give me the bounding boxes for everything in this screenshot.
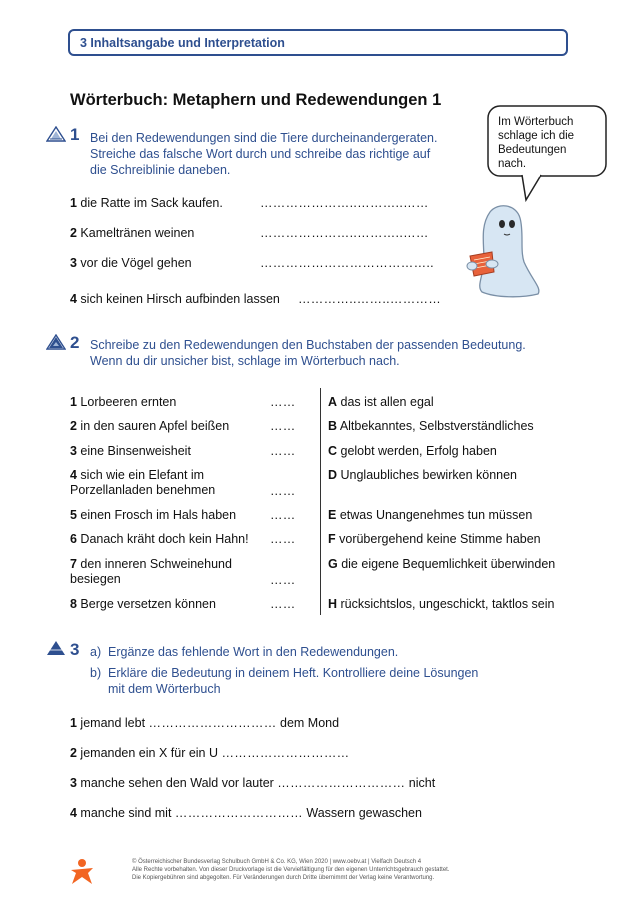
instruction-line: mit dem Wörterbuch xyxy=(108,682,221,696)
item-text: nicht xyxy=(405,776,436,790)
difficulty-triangle-icon xyxy=(46,640,66,656)
answer-blank[interactable]: ………………………… xyxy=(148,716,277,730)
fill-in-item xyxy=(70,716,339,730)
task3-sub-text: Ergänze das fehlende Wort in den Redewendungen. xyxy=(108,645,399,659)
item-number: 1 xyxy=(70,716,77,730)
difficulty-triangle-icon xyxy=(46,334,66,350)
answer-blank[interactable]: …………………..………..…… xyxy=(260,196,429,210)
item-text-continued: Porzellanladen benehmen xyxy=(70,483,216,497)
item-number: 4 xyxy=(70,468,77,482)
item-text: einen Frosch im Hals haben xyxy=(76,508,237,522)
page-title: Wörterbuch: Metaphern und Redewendungen 1 xyxy=(70,91,442,109)
task3-sub-label: a) xyxy=(90,645,102,659)
answer-blank[interactable]: …… xyxy=(270,444,296,458)
speech-bubble-text xyxy=(498,115,598,171)
idiom-item xyxy=(70,395,176,409)
instruction-line: die Schreiblinie daneben. xyxy=(90,163,231,177)
task-number: 3 xyxy=(70,640,80,659)
item-number: 7 xyxy=(70,557,77,571)
task1-item xyxy=(70,196,223,210)
meaning-letter: G xyxy=(328,557,338,571)
bubble-line: nach. xyxy=(498,158,527,170)
bubble-line: Bedeutungen xyxy=(498,144,567,156)
task2-instruction xyxy=(90,337,526,369)
item-text: die Ratte im Sack kaufen. xyxy=(76,196,223,210)
idiom-item xyxy=(70,444,191,458)
item-number: 2 xyxy=(70,746,77,760)
meaning-item xyxy=(328,508,532,522)
answer-blank[interactable]: …… xyxy=(270,395,296,409)
meaning-item xyxy=(328,395,434,409)
item-text: Kameltränen weinen xyxy=(76,226,195,240)
task3-sub-label: b) xyxy=(90,666,102,680)
answer-blank[interactable]: …… xyxy=(270,508,296,522)
item-number: 3 xyxy=(70,444,77,458)
answer-blank[interactable]: …………..……..………… xyxy=(298,292,442,306)
item-text: den inneren Schweinehund xyxy=(76,557,232,571)
item-number: 2 xyxy=(70,419,77,433)
meaning-item xyxy=(328,597,554,611)
idiom-item xyxy=(70,532,249,546)
footer-line: Alle Rechte vorbehalten. Von dieser Druckvorlage ist die Vervielfältigung für den eigenen Unterrichtsgebrauch gestattet. xyxy=(132,867,450,873)
meaning-item xyxy=(328,468,517,482)
task1-item xyxy=(70,292,280,306)
item-text: jemanden ein X für ein U xyxy=(76,746,222,760)
answer-blank[interactable]: …… xyxy=(270,597,296,611)
answer-blank[interactable]: ………………………… xyxy=(174,806,303,820)
item-text: sich keinen Hirsch aufbinden lassen xyxy=(76,292,280,306)
fill-in-item xyxy=(70,806,422,820)
footer-line: © Österreichischer Bundesverlag Schulbuch GmbH & Co. KG, Wien 2020 | www.oebv.at | Vielfach Deutsch 4 xyxy=(132,859,422,865)
answer-blank[interactable]: …… xyxy=(270,532,296,546)
item-text: manche sind mit xyxy=(76,806,175,820)
item-text: sich wie ein Elefant im xyxy=(76,468,205,482)
meaning-text: die eigene Bequemlichkeit überwinden xyxy=(337,557,556,571)
meaning-item xyxy=(328,532,541,546)
item-text: Berge versetzen können xyxy=(76,597,216,611)
answer-blank[interactable]: ………………………… xyxy=(277,776,406,790)
item-number: 8 xyxy=(70,597,77,611)
column-divider xyxy=(320,388,321,615)
answer-blank[interactable]: …… xyxy=(270,419,296,433)
meaning-text: rücksichtslos, ungeschickt, taktlos sein xyxy=(337,597,555,611)
item-number: 2 xyxy=(70,226,77,240)
meaning-text: das ist allen egal xyxy=(337,395,434,409)
item-text: jemand lebt xyxy=(76,716,149,730)
fill-in-item xyxy=(70,776,435,790)
task-number: 2 xyxy=(70,333,80,352)
answer-blank[interactable]: ………………………………….. xyxy=(260,256,434,270)
meaning-text: Unglaubliches bewirken können xyxy=(337,468,518,482)
difficulty-triangle-icon xyxy=(46,126,66,142)
ghost-reading-illustration xyxy=(462,200,552,300)
item-number: 1 xyxy=(70,395,77,409)
item-text: dem Mond xyxy=(276,716,340,730)
instruction-line: Streiche das falsche Wort durch und schreibe das richtige auf xyxy=(90,147,431,161)
task1-instruction xyxy=(90,130,437,178)
answer-blank[interactable]: …… xyxy=(270,484,296,498)
item-number: 3 xyxy=(70,256,77,270)
fill-in-item xyxy=(70,746,349,760)
item-text-continued: besiegen xyxy=(70,572,121,586)
meaning-letter: D xyxy=(328,468,338,482)
meaning-text: vorübergehend keine Stimme haben xyxy=(335,532,541,546)
copyright-footer xyxy=(132,858,532,882)
instruction-line: Erkläre die Bedeutung in deinem Heft. Kontrolliere deine Lösungen xyxy=(108,666,479,680)
meaning-letter: B xyxy=(328,419,338,433)
answer-blank[interactable]: ………………………… xyxy=(221,746,350,760)
idiom-item xyxy=(70,597,216,611)
idiom-item xyxy=(70,468,204,482)
item-text: Wassern gewaschen xyxy=(302,806,422,820)
task-number: 1 xyxy=(70,125,80,144)
meaning-item xyxy=(328,419,534,433)
meaning-item xyxy=(328,444,497,458)
idiom-item xyxy=(70,508,236,522)
meaning-letter: E xyxy=(328,508,337,522)
meaning-text: Altbekanntes, Selbstverständliches xyxy=(337,419,534,433)
item-number: 4 xyxy=(70,806,77,820)
meaning-letter: A xyxy=(328,395,338,409)
item-number: 6 xyxy=(70,532,77,546)
instruction-line: Wenn du dir unsicher bist, schlage im Wörterbuch nach. xyxy=(90,354,400,368)
item-number: 1 xyxy=(70,196,77,210)
item-number: 5 xyxy=(70,508,77,522)
item-text: eine Binsenweisheit xyxy=(76,444,191,458)
meaning-letter: C xyxy=(328,444,338,458)
chapter-header: 3 Inhaltsangabe und Interpretation xyxy=(80,36,285,50)
task3-sub-text xyxy=(108,665,478,697)
item-text: vor die Vögel gehen xyxy=(76,256,192,270)
item-text: in den sauren Apfel beißen xyxy=(76,419,230,433)
item-text: manche sehen den Wald vor lauter xyxy=(76,776,278,790)
meaning-text: gelobt werden, Erfolg haben xyxy=(337,444,497,458)
instruction-line: Schreibe zu den Redewendungen den Buchstaben der passenden Bedeutung. xyxy=(90,338,526,352)
item-number: 3 xyxy=(70,776,77,790)
meaning-text: etwas Unangenehmes tun müssen xyxy=(336,508,533,522)
bubble-line: Im Wörterbuch xyxy=(498,116,574,128)
answer-blank[interactable]: …… xyxy=(270,573,296,587)
instruction-line: Bei den Redewendungen sind die Tiere durcheinandergeraten. xyxy=(90,131,438,145)
meaning-item xyxy=(328,557,555,571)
meaning-letter: H xyxy=(328,597,338,611)
publisher-logo-icon xyxy=(68,858,96,886)
answer-blank[interactable]: …………………..………..…… xyxy=(260,226,429,240)
idiom-item xyxy=(70,419,229,433)
item-number: 4 xyxy=(70,292,77,306)
item-text: Danach kräht doch kein Hahn! xyxy=(76,532,249,546)
meaning-letter: F xyxy=(328,532,336,546)
footer-line: Die Kopiergebühren sind abgegolten. Für Veränderungen durch Dritte übernimmt der Verlag keine Verantwortung. xyxy=(132,875,435,881)
idiom-item xyxy=(70,557,232,571)
task1-item xyxy=(70,226,194,240)
item-text: Lorbeeren ernten xyxy=(76,395,177,409)
bubble-line: schlage ich die xyxy=(498,130,575,142)
task1-item xyxy=(70,256,192,270)
